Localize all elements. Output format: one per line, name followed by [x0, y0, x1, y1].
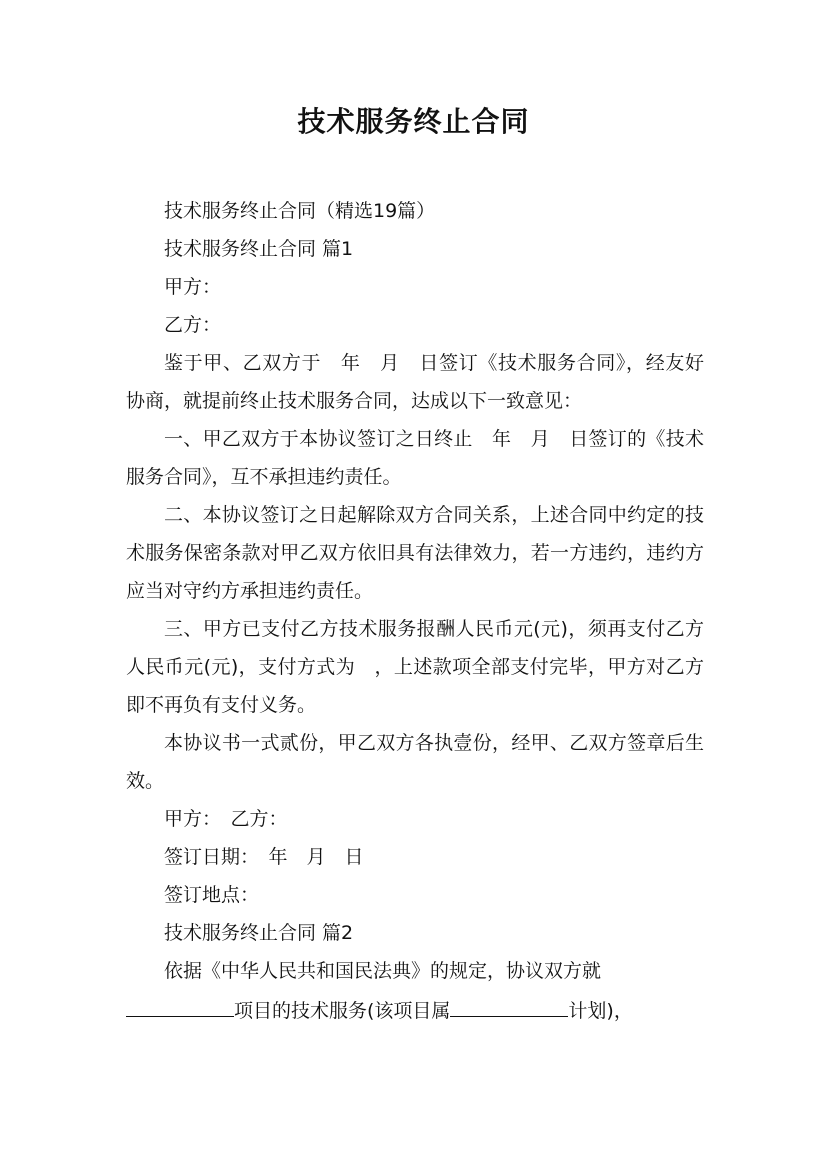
paragraph-sign-date: 签订日期： 年 月 日	[164, 846, 364, 868]
paragraph-party-b: 乙方：	[164, 314, 222, 336]
paragraph-party-a: 甲方：	[164, 276, 222, 298]
blank-underline	[450, 990, 568, 1017]
paragraph-sign-place: 签订地点：	[164, 884, 260, 906]
paragraph-clause-2: 二、本协议签订之日起解除双方合同关系，上述合同中约定的技术服务保密条款对甲乙双方依旧具有法律效力，若一方违约，违约方应当对守约方承担违约责任。	[126, 504, 704, 602]
paragraph-signatures: 甲方： 乙方：	[164, 808, 288, 830]
paragraph-clause-3: 三、甲方已支付乙方技术服务报酬人民币元(元)，须再支付乙方人民币元(元)，支付方式为 ，上述款项全部支付完毕，甲方对乙方即不再负有支付义务。	[126, 618, 704, 716]
paragraph-project-line	[126, 990, 704, 1030]
paragraph-clause-1: 一、甲乙双方于本协议签订之日终止 年 月 日签订的《技术服务合同》，互不承担违约责任。	[126, 428, 704, 488]
paragraph-subtitle: 技术服务终止合同（精选19篇）	[164, 200, 436, 222]
document-body	[126, 192, 704, 1030]
paragraph-section-heading-2: 技术服务终止合同 篇2	[164, 922, 354, 944]
document-title: 技术服务终止合同	[297, 105, 530, 138]
paragraph-basis: 依据《中华人民共和国民法典》的规定，协议双方就	[164, 960, 602, 982]
paragraph-section-heading-1: 技术服务终止合同 篇1	[164, 238, 354, 260]
blank-underline	[126, 990, 234, 1017]
paragraph-effective: 本协议书一式贰份，甲乙双方各执壹份，经甲、乙双方签章后生效。	[126, 732, 704, 792]
project-text: 项目的技术服务(该项目属	[234, 1000, 451, 1022]
paragraph-preamble: 鉴于甲、乙双方于 年 月 日签订《技术服务合同》，经友好协商，就提前终止技术服务合同，达成以下一致意见：	[126, 352, 704, 412]
plan-text: 计划)，	[568, 1000, 633, 1022]
